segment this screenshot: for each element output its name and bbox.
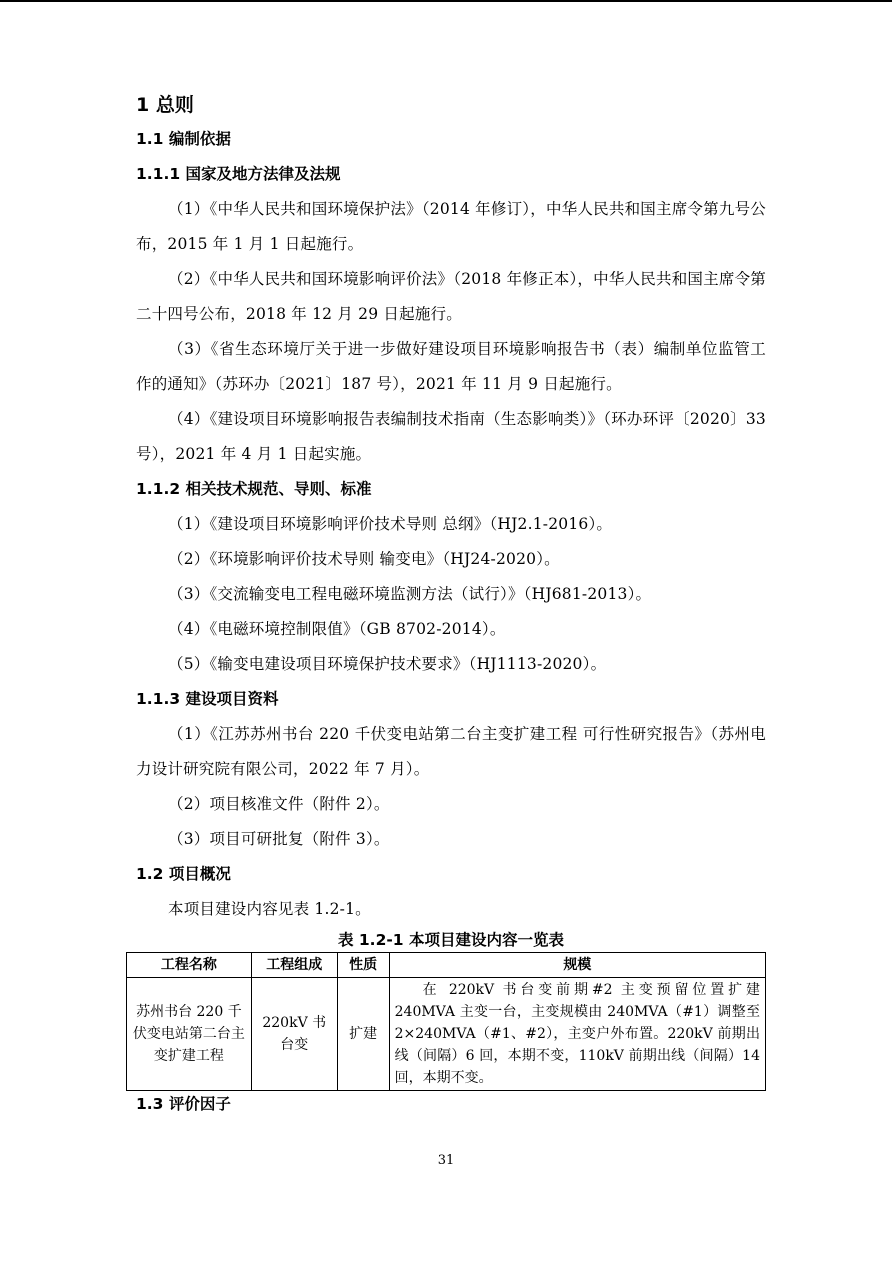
law-item-1: （1）《中华人民共和国环境保护法》（2014 年修订），中华人民共和国主席令第九号公布，2015 年 1 月 1 日起施行。 [136,200,766,253]
project-doc-item-2: （2）项目核准文件（附件 2）。 [168,795,390,813]
standard-item-4: （4）《电磁环境控制限值》（GB 8702-2014）。 [168,620,506,638]
cell-scale: 在 220kV 书台变前期#2 主变预留位置扩建 240MVA 主变一台，主变规模由 240MVA（#1）调整至 2×240MVA（#1、#2），主变户外布置。220kV 前期出线（间隔）6 回，本期不变，110kV 前期出线（间隔）14 回，本期不变。 [389,978,765,1091]
standard-item-5: （5）《输变电建设项目环境保护技术要求》（HJ1113-2020）。 [168,655,607,673]
project-content-table [126,952,766,1091]
cell-nature: 扩建 [337,978,389,1091]
standard-item-1: （1）《建设项目环境影响评价技术导则 总纲》（HJ2.1-2016）。 [168,515,613,533]
cell-composition: 220kV 书台变 [251,978,337,1091]
overview-text: 本项目建设内容见表 1.2-1。 [168,900,371,918]
standard-item-3: （3）《交流输变电工程电磁环境监测方法（试行）》（HJ681-2013）。 [168,585,652,603]
project-doc-item-1: （1）《江苏苏州书台 220 千伏变电站第二台主变扩建工程 可行性研究报告》（苏州电力设计研究院有限公司，2022 年 7 月）。 [136,725,766,778]
table-header-row [127,953,766,978]
cell-project-name: 苏州书台 220 千伏变电站第二台主变扩建工程 [127,978,252,1091]
top-border-line [0,0,892,2]
section-heading-factors: 1.3 评价因子 [136,1095,231,1113]
chapter-heading: 1 总则 [136,94,194,116]
page-number: 31 [437,1153,455,1168]
header-nature: 性质 [337,953,389,978]
table-caption: 表 1.2-1 本项目建设内容一览表 [338,931,564,949]
project-doc-item-3: （3）项目可研批复（附件 3）。 [168,830,390,848]
law-item-3: （3）《省生态环境厅关于进一步做好建设项目环境影响报告书（表）编制单位监管工作的通知》（苏环办〔2021〕187 号），2021 年 11 月 9 日起施行。 [136,340,766,393]
table-row [127,978,766,1091]
standard-item-2: （2）《环境影响评价技术导则 输变电》（HJ24-2020）。 [168,550,560,568]
law-item-2: （2）《中华人民共和国环境影响评价法》（2018 年修正本），中华人民共和国主席令第二十四号公布，2018 年 12 月 29 日起施行。 [136,270,766,323]
header-scale: 规模 [389,953,765,978]
section-heading-basis: 1.1 编制依据 [136,130,231,148]
header-project-name: 工程名称 [127,953,252,978]
document-page [132,88,766,1121]
subsection-heading-project-docs: 1.1.3 建设项目资料 [136,690,279,708]
header-composition: 工程组成 [251,953,337,978]
section-heading-overview: 1.2 项目概况 [136,865,231,883]
subsection-heading-laws: 1.1.1 国家及地方法律及法规 [136,165,341,183]
law-item-4: （4）《建设项目环境影响报告表编制技术指南（生态影响类）》（环办环评〔2020〕33 号），2021 年 4 月 1 日起实施。 [136,410,766,463]
subsection-heading-standards: 1.1.2 相关技术规范、导则、标准 [136,480,372,498]
